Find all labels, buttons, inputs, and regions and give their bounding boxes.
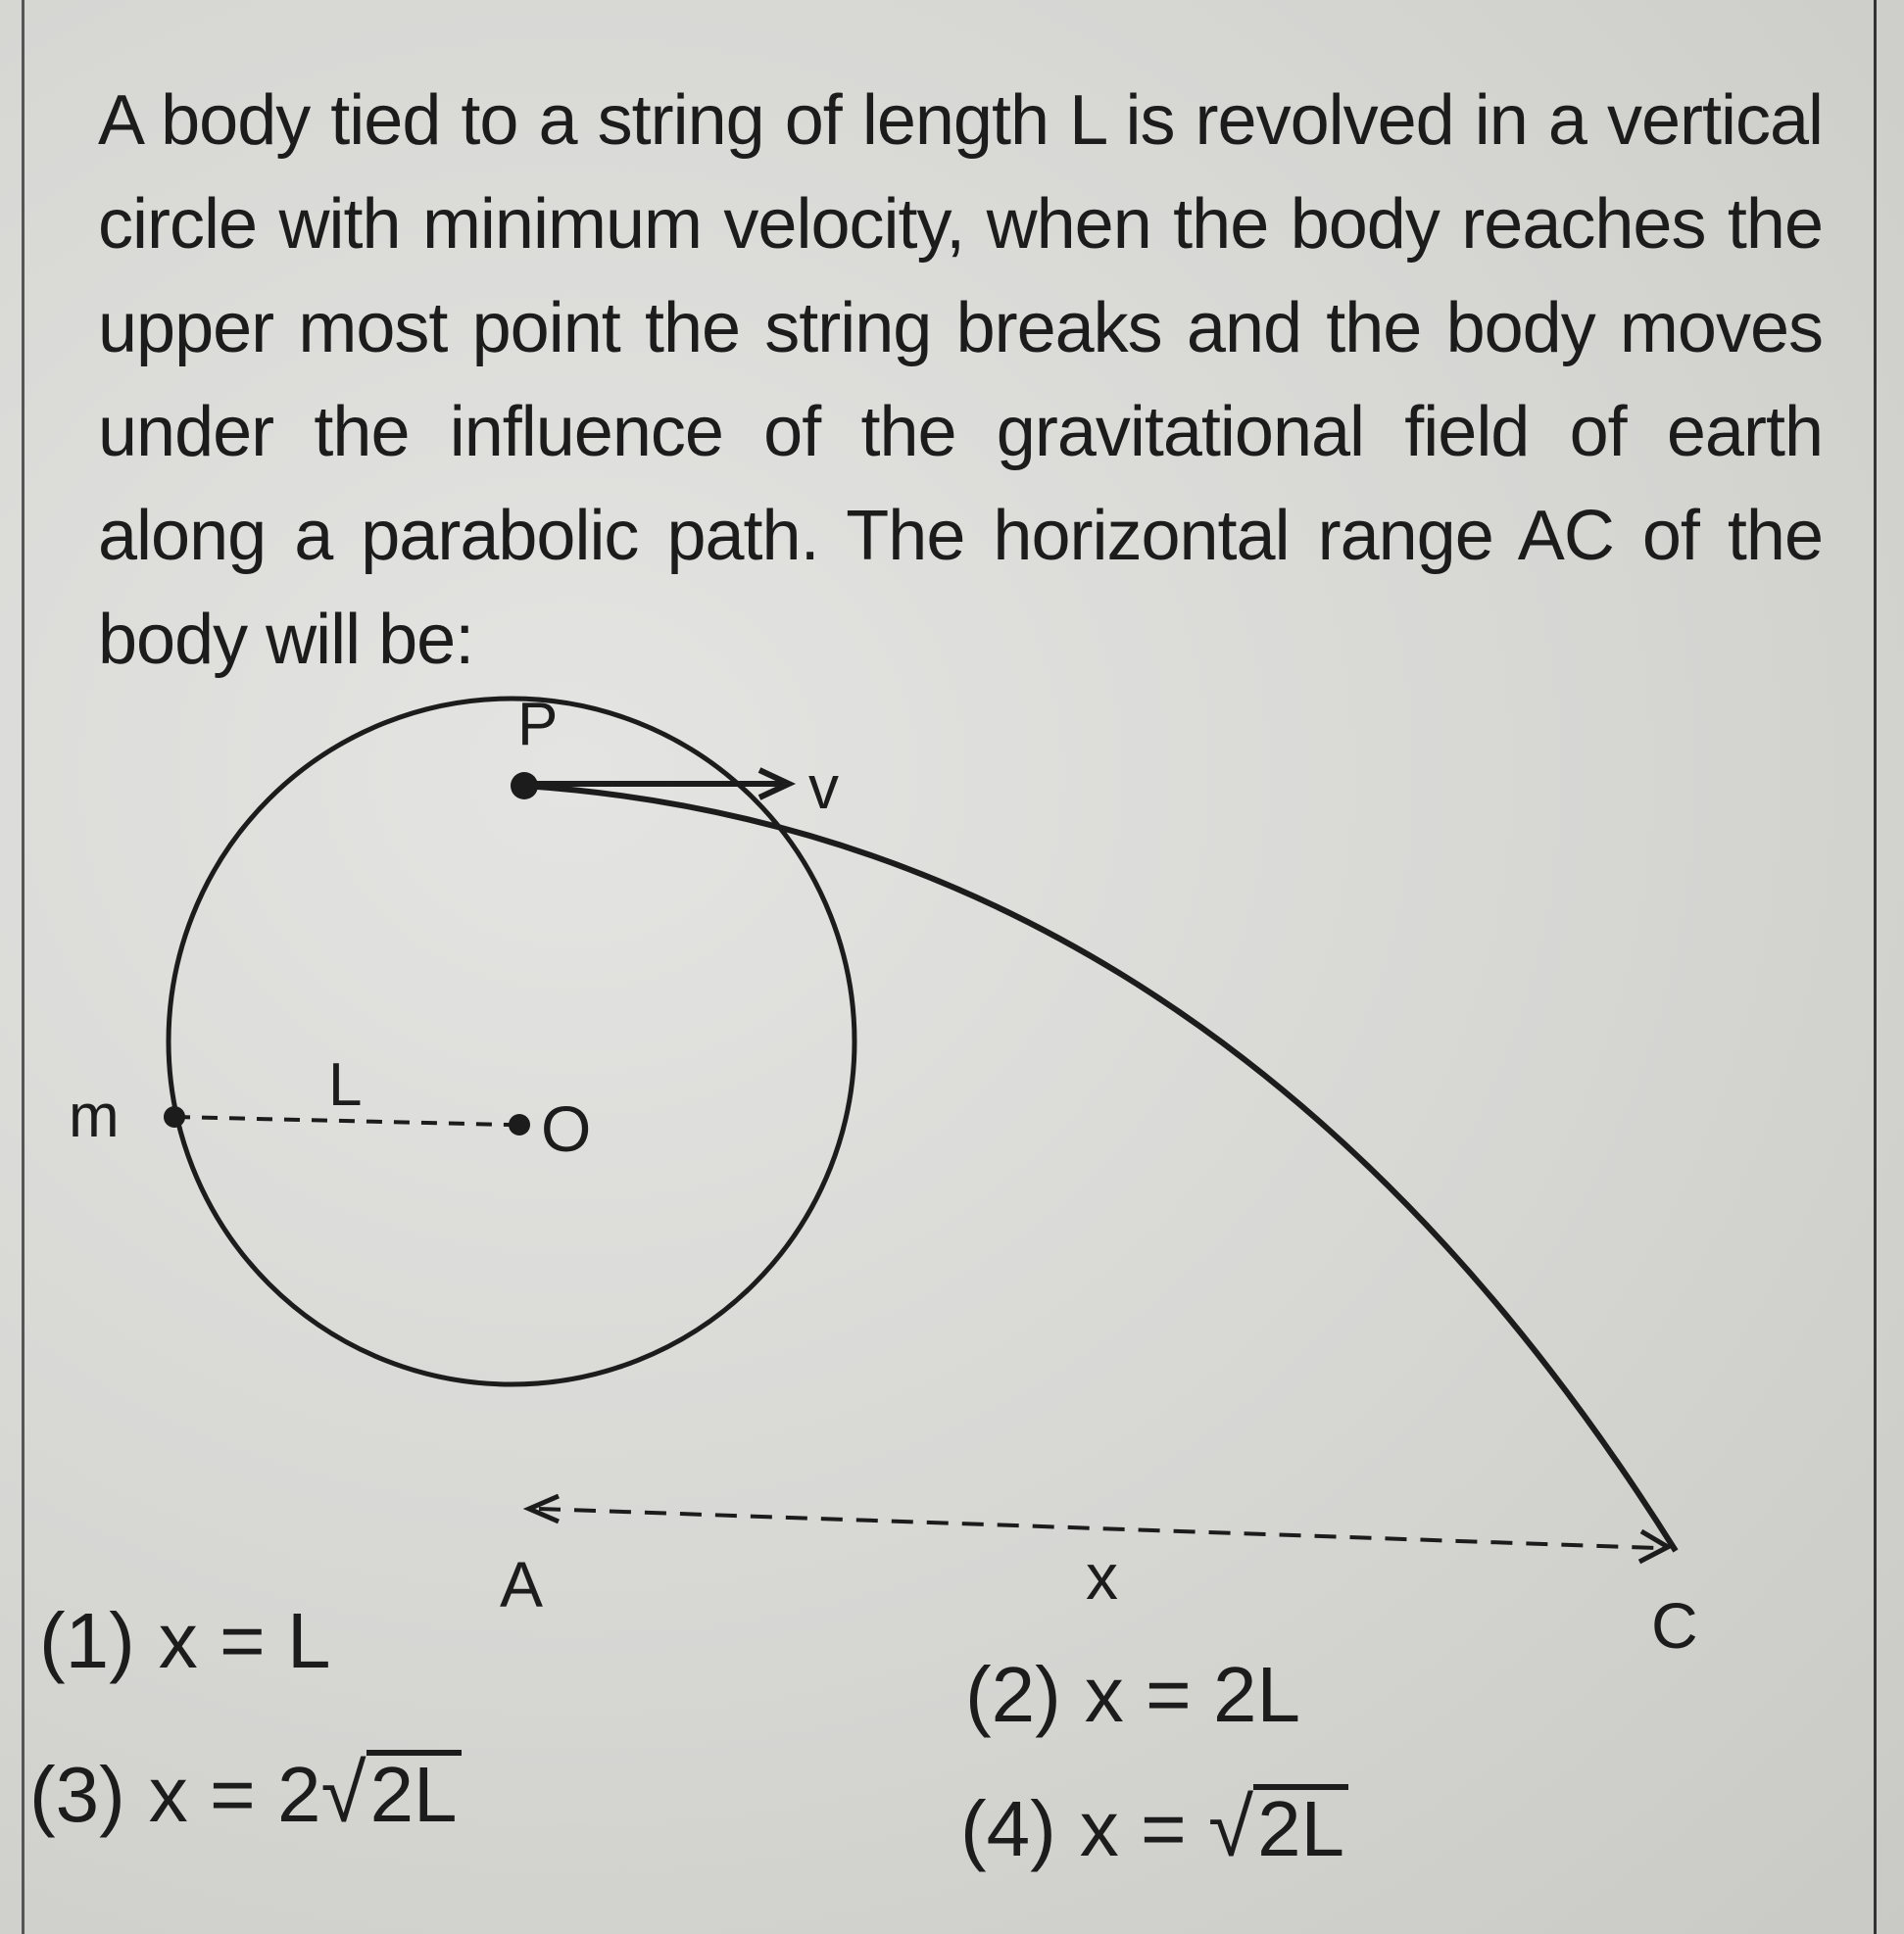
option-lhs: x = [158,1597,287,1684]
option-2[interactable] [965,1651,1300,1739]
parabolic-path [524,786,1676,1551]
label-l: L [328,1051,363,1119]
mass-dot [164,1106,185,1128]
option-number: (1) [39,1597,135,1684]
sqrt-symbol: √ [1207,1781,1254,1873]
option-number: (2) [965,1651,1061,1738]
label-m: m [69,1083,120,1150]
option-number: (4) [960,1785,1056,1872]
label-p: P [517,691,559,758]
sqrt-symbol: √ [320,1747,366,1839]
vertical-circle [169,699,854,1384]
option-4[interactable] [960,1783,1348,1873]
option-value: L [286,1597,331,1684]
option-lhs: x = 2 [148,1751,321,1838]
option-lhs: x = [1084,1651,1213,1738]
option-3[interactable] [29,1749,462,1839]
question-text: A body tied to a string of length L is revolved in a vertical circle with minimum velocity, when the body reaches the upper most point the string breaks and the body moves under the influence of the gravitational field of earth along a parabolic path. The horizontal range AC of the body will be: [98,81,1823,679]
label-o: O [541,1092,592,1165]
option-number: (3) [29,1751,125,1838]
center-dot [509,1114,530,1136]
option-1[interactable] [39,1597,330,1685]
option-radicand: 2L [366,1750,462,1834]
label-a: A [500,1548,544,1620]
option-value: 2L [1212,1651,1300,1738]
label-v: v [808,754,839,822]
label-c: C [1651,1589,1698,1662]
option-lhs: x = [1079,1785,1208,1872]
option-radicand: 2L [1253,1784,1348,1868]
label-x: x [1086,1540,1118,1613]
